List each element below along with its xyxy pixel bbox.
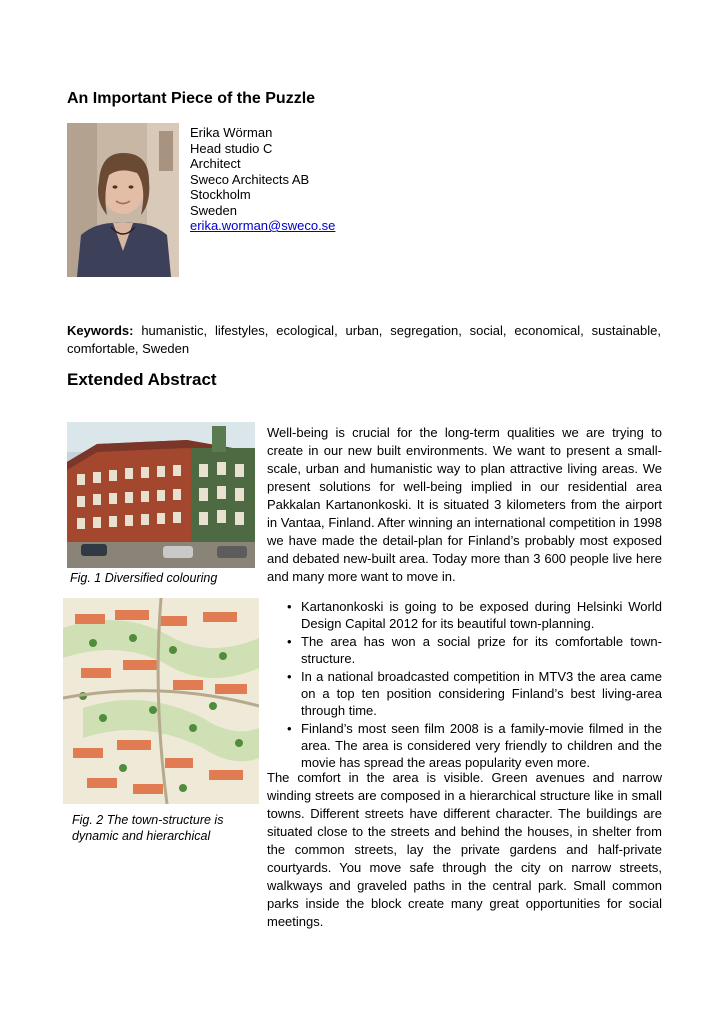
figure-2-caption: Fig. 2 The town-structure is dynamic and hierarchical bbox=[72, 813, 224, 843]
bullet-icon: • bbox=[287, 721, 292, 736]
author-email-link[interactable]: erika.worman@sweco.se bbox=[190, 218, 336, 233]
bullet-icon: • bbox=[287, 599, 292, 614]
keywords-label: Keywords: bbox=[67, 323, 134, 338]
author-company: Sweco Architects AB bbox=[190, 171, 310, 187]
figure-1-building-photo bbox=[67, 422, 255, 568]
author-role: Head studio C bbox=[190, 140, 273, 156]
highlights-list bbox=[287, 598, 662, 772]
author-name: Erika Wörman bbox=[190, 125, 273, 140]
figure-2-site-plan bbox=[63, 598, 259, 804]
keywords-text: humanistic, lifestyles, ecological, urban, segregation, social, economical, sustainable, comfortable, Sweden bbox=[67, 323, 661, 356]
paper-title: An Important Piece of the Puzzle bbox=[67, 90, 316, 107]
abstract-paragraph-2: The comfort in the area is visible. Green avenues and narrow winding streets are composed in a hierarchical structure like in small towns. Different streets have different character. The buildings are situated close to the streets and behind the houses, in shelter from the common streets, lay the private gardens and half-private courtyards. You move safe through the city on narrow streets, walkways and graveled paths in the central park. Small common parks inside the block create many great opportunities for social meetings. bbox=[267, 770, 662, 929]
author-block bbox=[190, 125, 335, 234]
keywords-paragraph bbox=[67, 322, 661, 358]
author-country: Sweden bbox=[190, 202, 237, 218]
list-item: • In a national broadcasted competition in MTV3 the area came on a top ten position considering Finland’s best living-area through time. bbox=[287, 669, 662, 718]
author-photo bbox=[67, 123, 179, 277]
bullet-icon: • bbox=[287, 669, 292, 684]
list-item: • The area has won a social prize for its comfortable town-structure. bbox=[287, 634, 662, 666]
bullet-icon: • bbox=[287, 634, 292, 649]
section-heading: Extended Abstract bbox=[67, 370, 217, 389]
abstract-paragraph-1: Well-being is crucial for the long-term qualities we are trying to create in our new built environments. We want to present a small-scale, urban and humanistic way to plan attractive living areas. We present solutions for well-being implied in our residential area Pakkalan Kartanonkoski. It is situated 3 kilometers from the airport in Vantaa, Finland. After winning an international competition in 1998 we have made the detail-plan for Finland’s probably most exposed and debated new-built area. Today more than 3 600 people live here and many more want to move in. bbox=[267, 425, 662, 584]
author-profession: Architect bbox=[190, 156, 241, 171]
list-item: • Finland’s most seen film 2008 is a family-movie filmed in the area. The area is considered very friendly to children and the movie has spread the areas popularity even more. bbox=[287, 721, 662, 770]
list-item: • Kartanonkoski is going to be exposed during Helsinki World Design Capital 2012 for its beautiful town-planning. bbox=[287, 599, 662, 631]
figure-1-caption: Fig. 1 Diversified colouring bbox=[70, 571, 218, 585]
author-city: Stockholm bbox=[190, 187, 251, 202]
